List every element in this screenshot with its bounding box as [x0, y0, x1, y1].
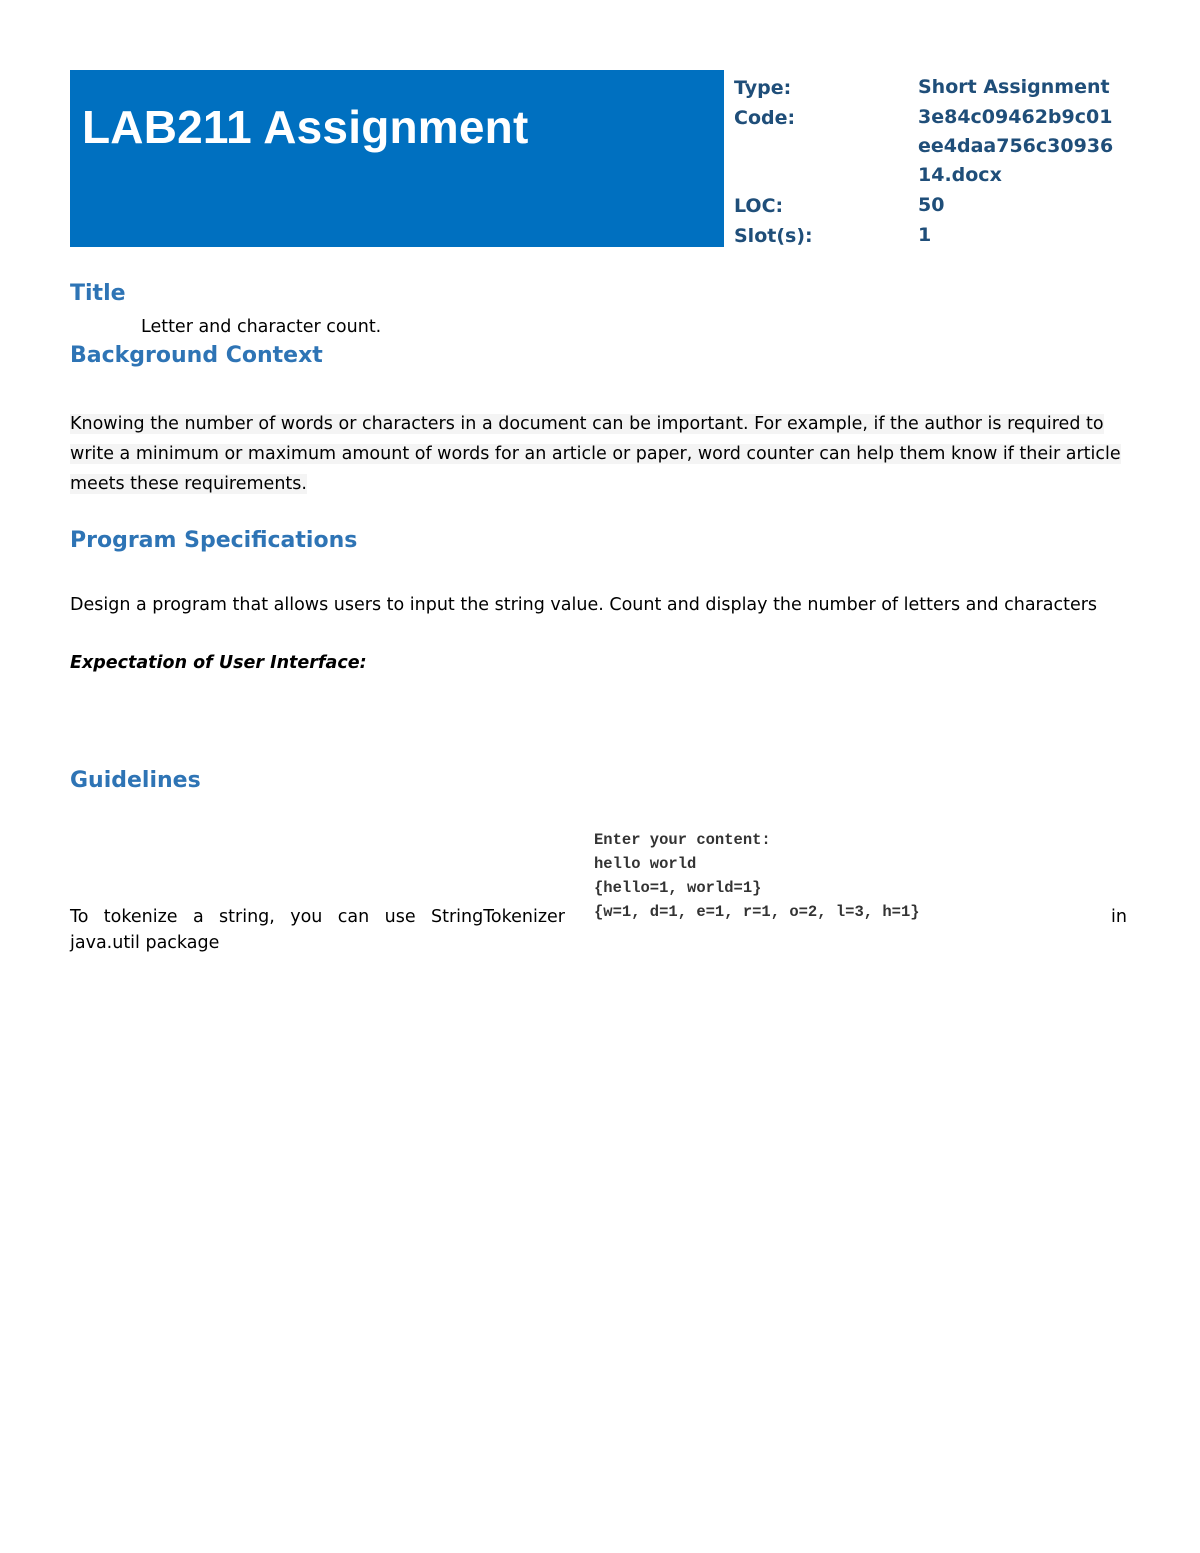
type-label: Type: [734, 77, 792, 99]
title-banner [70, 70, 724, 247]
console-output [594, 828, 920, 924]
guidelines-heading: Guidelines [70, 768, 201, 793]
slots-label: Slot(s): [734, 225, 813, 247]
guidelines-text-in: in [1111, 907, 1127, 927]
code-label: Code: [734, 107, 796, 129]
background-paragraph: Knowing the number of words or characters in a document can be important. For example, if the author is required to write a minimum or maximum amount of words for an article or paper, word counter can help them know if their article meets these requirements. [70, 414, 1121, 494]
spec-heading: Program Specifications [70, 528, 358, 553]
guidelines-text: To tokenize a string, you can use StringTokenizer [70, 907, 565, 927]
document-title: LAB211 Assignment [82, 101, 529, 153]
spec-text: Design a program that allows users to input the string value. Count and display the number of letters and characters [70, 595, 1098, 615]
console-line: Enter your content: [594, 831, 771, 849]
background-text [70, 409, 1130, 499]
assignment-meta [734, 73, 1154, 251]
meta-row-slots [734, 221, 1154, 251]
meta-row-type [734, 73, 1154, 103]
title-text: Letter and character count. [141, 317, 382, 337]
loc-label: LOC: [734, 195, 784, 217]
type-value: Short Assignment [918, 76, 1110, 98]
meta-row-code [734, 103, 1154, 191]
slots-value: 1 [918, 224, 932, 246]
title-heading: Title [70, 281, 126, 306]
guidelines-text-end: java.util package [70, 933, 220, 953]
meta-row-loc [734, 191, 1154, 221]
console-line: {w=1, d=1, e=1, r=1, o=2, l=3, h=1} [594, 903, 920, 921]
code-value: 3e84c09462b9c01ee4daa756c3093614.docx [918, 106, 1114, 186]
console-line: hello world [594, 855, 697, 873]
ui-expectation-label: Expectation of User Interface: [70, 653, 367, 673]
loc-value: 50 [918, 194, 945, 216]
console-line: {hello=1, world=1} [594, 879, 762, 897]
background-heading: Background Context [70, 343, 323, 368]
